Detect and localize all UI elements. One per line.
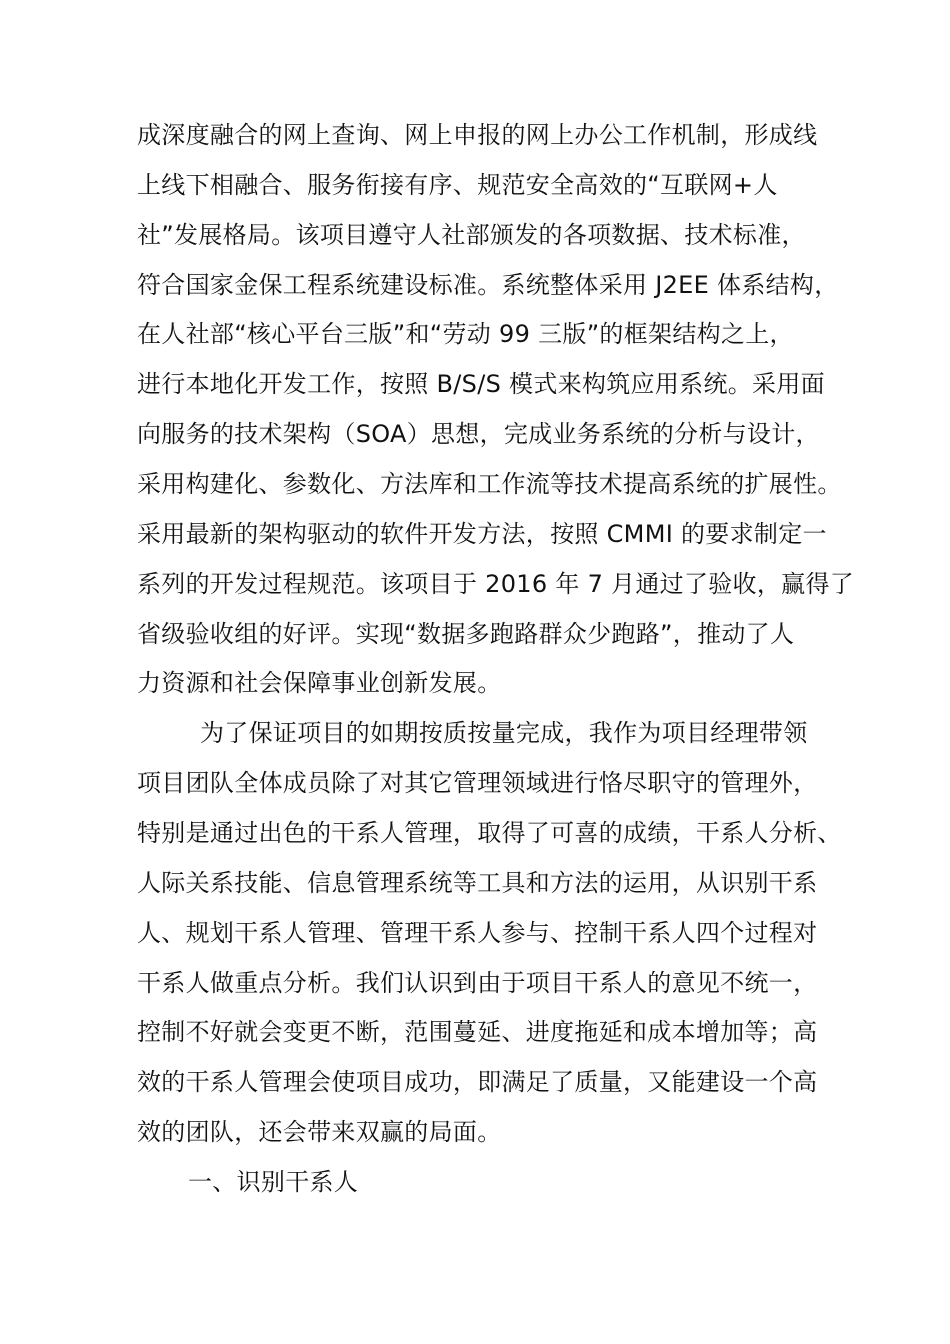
- paragraph-line: 干系人做重点分析。我们认识到由于项目干系人的意见不统一，: [137, 969, 818, 997]
- paragraph-line: 系列的开发过程规范。该项目于 2016 年 7 月通过了验收，赢得了: [137, 570, 855, 598]
- section-heading: 一、识别干系人: [188, 1168, 359, 1196]
- paragraph-line: 力资源和社会保障事业创新发展。: [137, 669, 502, 697]
- paragraph-line: 成深度融合的网上查询、网上申报的网上办公工作机制，形成线: [137, 121, 818, 149]
- paragraph-line: 社”发展格局。该项目遵守人社部颁发的各项数据、技术标准，: [137, 221, 806, 249]
- paragraph-line: 符合国家金保工程系统建设标准。系统整体采用 J2EE 体系结构，: [137, 271, 839, 299]
- paragraph-line: 上线下相融合、服务衔接有序、规范安全高效的“互联网+人: [137, 171, 778, 199]
- paragraph-line: 向服务的技术架构（SOA）思想，完成业务系统的分析与设计，: [137, 420, 820, 448]
- paragraph-line: 进行本地化开发工作，按照 B/S/S 模式来构筑应用系统。采用面: [137, 370, 825, 398]
- paragraph-line: 在人社部“核心平台三版”和“劳动 99 三版”的框架结构之上，: [137, 320, 794, 348]
- paragraph-line: 效的干系人管理会使项目成功，即满足了质量，又能建设一个高: [137, 1068, 818, 1096]
- paragraph-line: 采用构建化、参数化、方法库和工作流等技术提高系统的扩展性。: [137, 470, 842, 498]
- paragraph-line: 人、规划干系人管理、管理干系人参与、控制干系人四个过程对: [137, 919, 818, 947]
- paragraph-line: 特别是通过出色的干系人管理，取得了可喜的成绩，干系人分析、: [137, 819, 842, 847]
- paragraph-line: 项目团队全体成员除了对其它管理领域进行恪尽职守的管理外，: [137, 769, 818, 797]
- paragraph-line: 人际关系技能、信息管理系统等工具和方法的运用，从识别干系: [137, 869, 818, 897]
- paragraph-line: 控制不好就会变更不断，范围蔓延、进度拖延和成本增加等；高: [137, 1018, 818, 1046]
- paragraph-line: 效的团队，还会带来双赢的局面。: [137, 1118, 502, 1146]
- paragraph-line: 采用最新的架构驱动的软件开发方法，按照 CMMI 的要求制定一: [137, 520, 827, 548]
- paragraph-line: 省级验收组的好评。实现“数据多跑路群众少跑路”，推动了人: [137, 620, 795, 648]
- paragraph-line: 为了保证项目的如期按质按量完成，我作为项目经理带领: [200, 719, 808, 747]
